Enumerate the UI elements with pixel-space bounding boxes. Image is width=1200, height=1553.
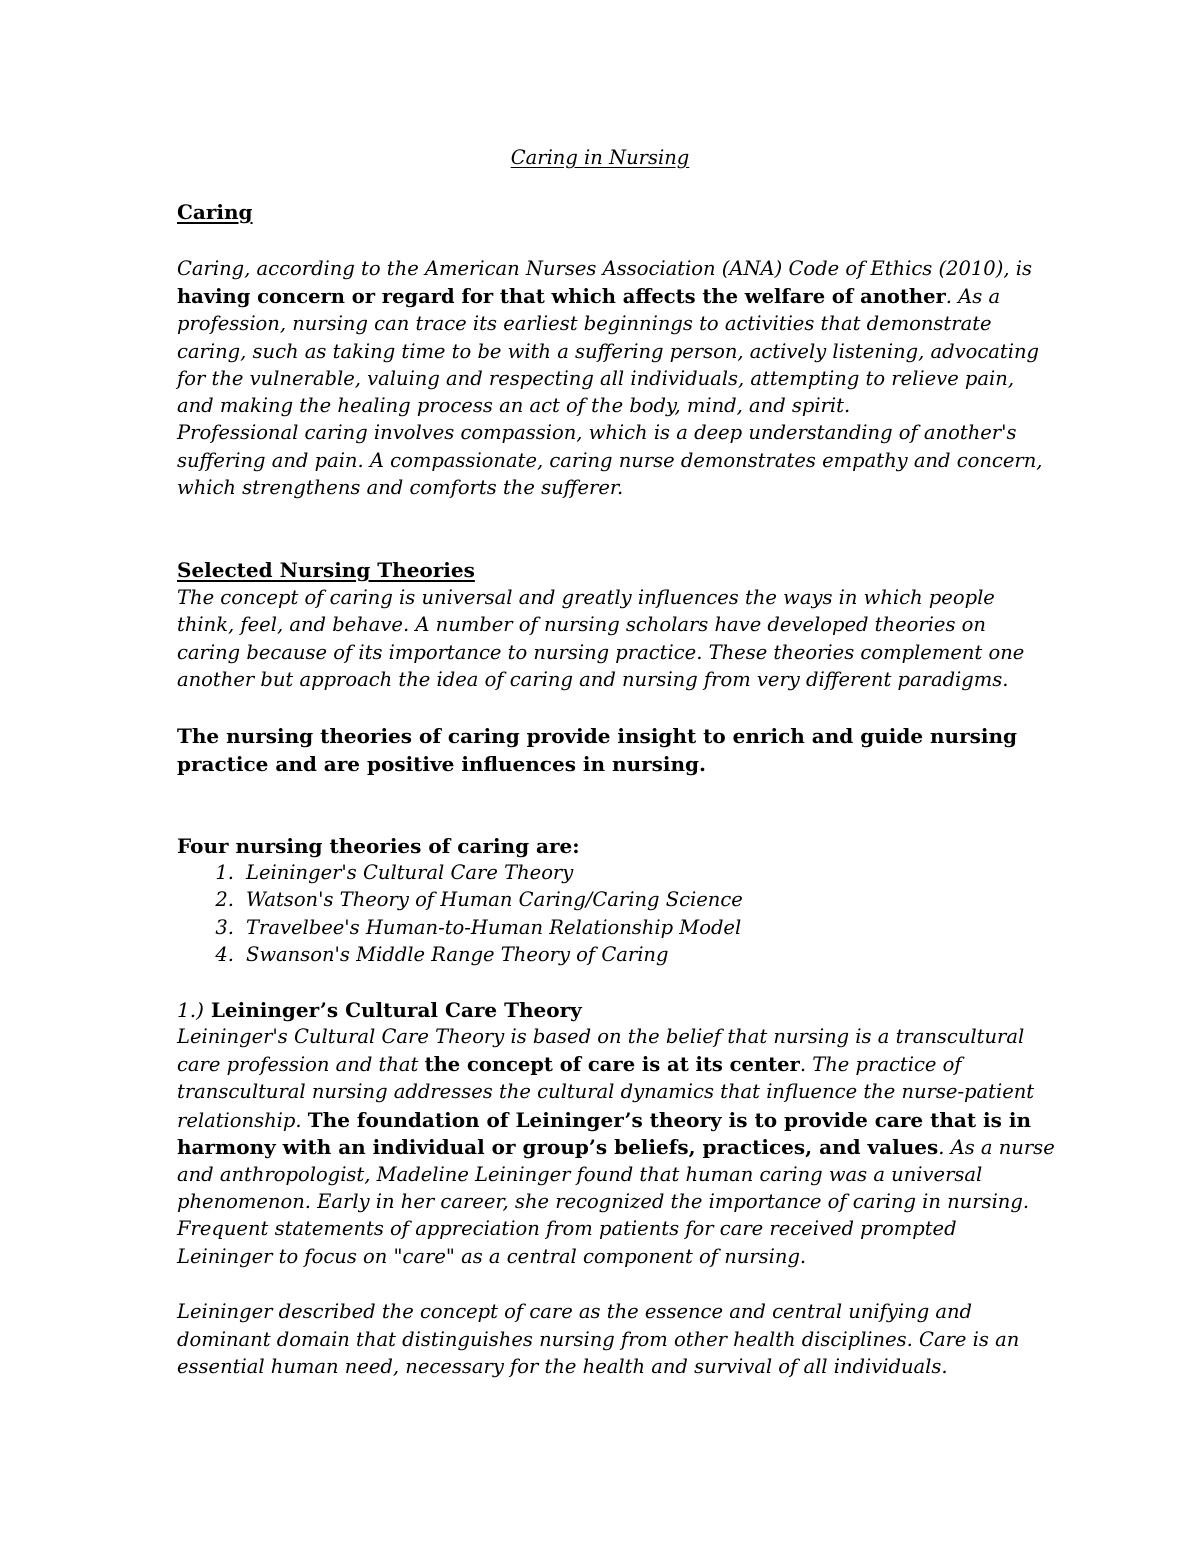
leininger-line-5-c: . As a nurse xyxy=(938,1136,1055,1159)
list-number: 4. xyxy=(215,943,234,966)
list-item-watson: Watson's Theory of Human Caring/Caring Science xyxy=(246,888,743,911)
leininger-line-4-a: relationship. xyxy=(177,1109,308,1132)
leininger-line-6: and anthropologist, Madeline Leininger found that human caring was a universal xyxy=(177,1163,983,1186)
caring-line-5: for the vulnerable, valuing and respecting all individuals, attempting to relieve pain, xyxy=(177,367,1015,390)
caring-line-2-tail: . As a xyxy=(945,285,1001,308)
list-number: 3. xyxy=(215,916,234,939)
list-number: 1. xyxy=(215,861,234,884)
leininger-line-2-c: . The practice of xyxy=(799,1053,962,1076)
leininger-heading xyxy=(177,996,582,1024)
caring-line-4: caring, such as taking time to be with a suffering person, actively listening, advocating xyxy=(177,340,1040,363)
list-item-swanson: Swanson's Middle Range Theory of Caring xyxy=(246,943,669,966)
leininger-heading-number: 1.) xyxy=(177,998,204,1022)
leininger-line-3: transcultural nursing addresses the cultural dynamics that influence the nurse-patient xyxy=(177,1080,1035,1103)
theories-bold-line-1: The nursing theories of caring provide insight to enrich and guide nursing xyxy=(177,724,1018,748)
caring-line-9: which strengthens and comforts the sufferer. xyxy=(177,476,624,499)
theories-bold-line-2: practice and are positive influences in nursing. xyxy=(177,752,706,776)
leininger-heading-text: Leininger’s Cultural Care Theory xyxy=(203,998,582,1022)
leininger-line-2-bold: the concept of care is at its center xyxy=(424,1053,800,1076)
leininger-line-4-bold: The foundation of Leininger’s theory is to provide care that is in xyxy=(307,1108,1032,1132)
theories-heading: Selected Nursing Theories xyxy=(177,558,475,582)
theories-line-2: think, feel, and behave. A number of nursing scholars have developed theories on xyxy=(177,613,986,636)
page-title: Caring in Nursing xyxy=(510,146,690,169)
list-number: 2. xyxy=(215,888,234,911)
caring-line-2 xyxy=(177,283,1000,311)
theories-line-4: another but approach the idea of caring and nursing from very different paradigms. xyxy=(177,668,1009,691)
theories-line-1: The concept of caring is universal and greatly influences the ways in which people xyxy=(177,586,995,609)
leininger-line-8: Frequent statements of appreciation from patients for care received prompted xyxy=(177,1217,957,1240)
caring-line-8: suffering and pain. A compassionate, caring nurse demonstrates empathy and concern, xyxy=(177,449,1043,472)
leininger-line-5 xyxy=(177,1133,1055,1162)
theories-line-3: caring because of its importance to nursing practice. These theories complement one xyxy=(177,641,1025,664)
caring-line-7: Professional caring involves compassion, which is a deep understanding of another's xyxy=(177,421,1017,444)
list-item-travelbee: Travelbee's Human-to-Human Relationship Model xyxy=(246,916,742,939)
leininger-line-9: Leininger to focus on "care" as a central component of nursing. xyxy=(177,1245,807,1268)
leininger-line-7: phenomenon. Early in her career, she recognized the importance of caring in nursing. xyxy=(177,1190,1030,1213)
leininger-line-5-bold: harmony with an individual or group’s beliefs, practices, and values xyxy=(177,1135,939,1159)
leininger-line-1: Leininger's Cultural Care Theory is based on the belief that nursing is a transcultural xyxy=(177,1025,1025,1048)
leininger-p2-line-1: Leininger described the concept of care as the essence and central unifying and xyxy=(177,1300,973,1323)
caring-line-1: Caring, according to the American Nurses Association (ANA) Code of Ethics (2010), is xyxy=(177,257,1032,280)
caring-line-3: profession, nursing can trace its earliest beginnings to activities that demonstrate xyxy=(177,312,992,335)
leininger-p2-line-3: essential human need, necessary for the health and survival of all individuals. xyxy=(177,1355,948,1378)
list-item-leininger: Leininger's Cultural Care Theory xyxy=(246,861,574,884)
four-theories-heading: Four nursing theories of caring are: xyxy=(177,834,580,858)
leininger-line-2-a: care profession and that xyxy=(177,1053,425,1076)
leininger-line-2 xyxy=(177,1051,962,1079)
caring-line-6: and making the healing process an act of the body, mind, and spirit. xyxy=(177,394,851,417)
leininger-p2-line-2: dominant domain that distinguishes nursing from other health disciplines. Care is an xyxy=(177,1328,1020,1351)
leininger-line-4 xyxy=(177,1106,1031,1135)
caring-heading: Caring xyxy=(177,200,253,224)
caring-definition-bold: having concern or regard for that which affects the welfare of another xyxy=(177,285,946,308)
